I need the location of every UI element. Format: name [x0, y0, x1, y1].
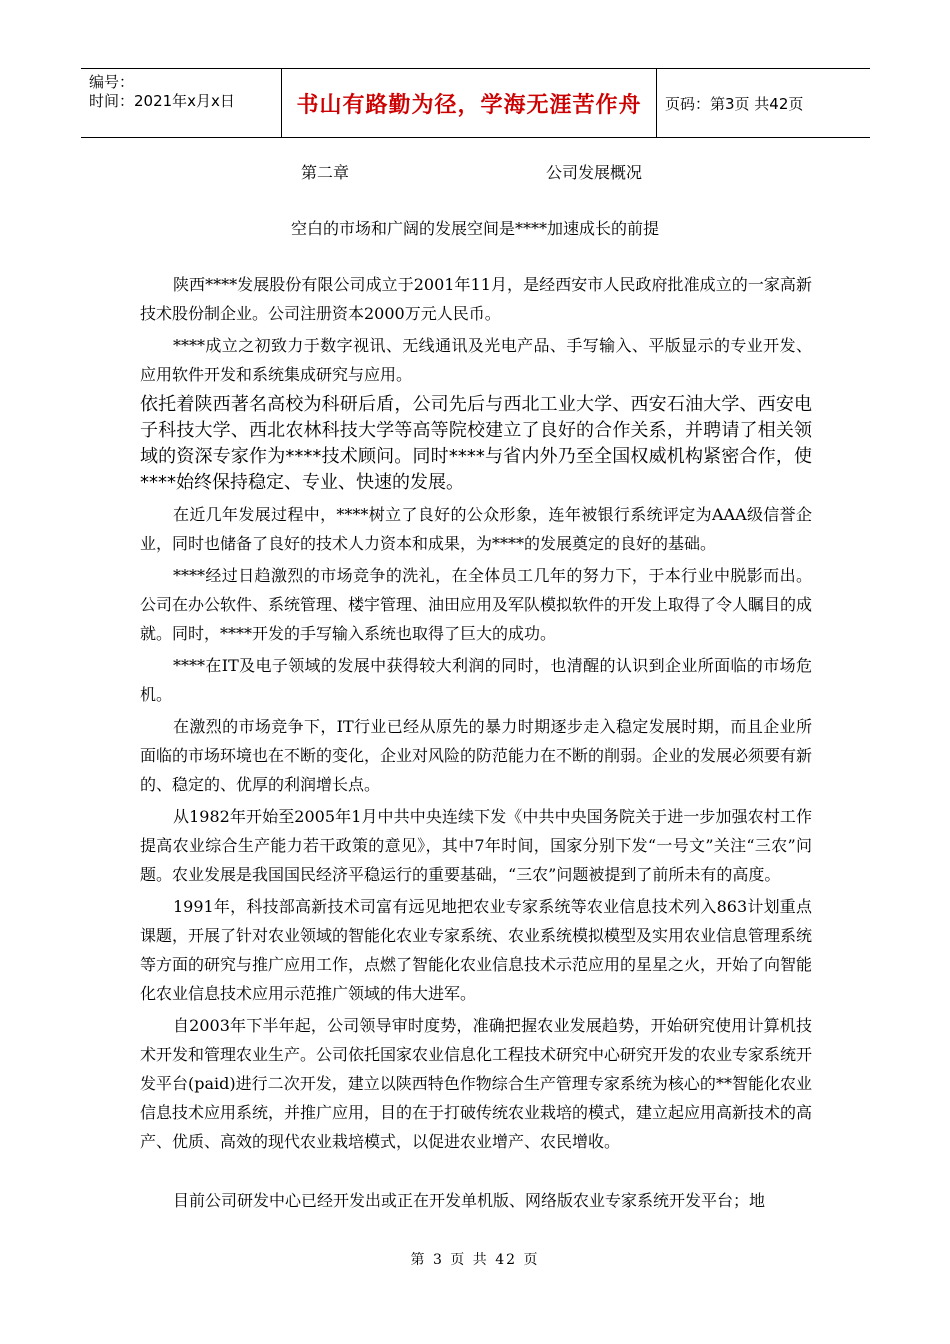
- header-motto: 书山有路勤为径，学海无涯苦作舟: [282, 69, 657, 137]
- page-footer: 第 3 页 共 42 页: [410, 1252, 540, 1268]
- paragraph: 陕西****发展股份有限公司成立于2001年11月，是经西安市人民政府批准成立的一家高新技术股份制企业。公司注册资本2000万元人民币。: [140, 275, 812, 323]
- paragraph: 1991年，科技部高新技术司富有远见地把农业专家系统等农业信息技术列入863计划重点课题，开展了针对农业领域的智能化农业专家系统、农业系统模拟模型及实用农业信息管理系统等方面的研究与推广应用工作，点燃了智能化农业信息技术示范应用的星星之火，开始了向智能化农业信息技术应用示范推广领域的伟大进军。: [140, 897, 813, 1003]
- chapter-title: 公司发展概况: [546, 163, 643, 182]
- section-subtitle: 空白的市场和广阔的发展空间是****加速成长的前提: [290, 219, 659, 238]
- paragraph: ****成立之初致力于数字视讯、无线通讯及光电产品、手写输入、平版显示的专业开发、应用软件开发和系统集成研究与应用。: [140, 336, 812, 384]
- page-header: [81, 68, 870, 138]
- header-page-info: 页码：第3页 共42页: [665, 94, 804, 113]
- number-label: 编号：: [89, 73, 135, 91]
- paragraph: 从1982年开始至2005年1月中共中央连续下发《中共中央国务院关于进一步加强农村工作提高农业综合生产能力若干政策的意见》，其中7年时间，国家分别下发“一号文”关注“三农”问题。农业发展是我国国民经济平稳运行的重要基础，“三农”问题被提到了前所未有的高度。: [140, 807, 812, 884]
- document-body: [140, 270, 812, 1218]
- paragraph: 在近几年发展过程中，****树立了良好的公众形象，连年被银行系统评定为AAA级信誉企业，同时也储备了良好的技术人力资本和成果，为****的发展奠定的良好的基础。: [140, 505, 812, 553]
- paragraph: ****在IT及电子领域的发展中获得较大利润的同时，也清醒的认识到企业所面临的市场危机。: [140, 656, 812, 704]
- paragraph: 依托着陕西著名高校为科研后盾，公司先后与西北工业大学、西安石油大学、西安电子科技大学、西北农林科技大学等高等院校建立了良好的合作关系，并聘请了相关领域的资深专家作为****技术顾问。同时****与省内外乃至全国权威机构紧密合作，使****始终保持稳定、专业、快速的发展。: [140, 394, 812, 493]
- paragraph: ****经过日趋激烈的市场竞争的洗礼，在全体员工几年的努力下，于本行业中脱影而出。公司在办公软件、系统管理、楼宇管理、油田应用及军队模拟软件的开发上取得了令人瞩目的成就。同时，****开发的手写输入系统也取得了巨大的成功。: [140, 566, 813, 643]
- paragraph: 目前公司研发中心已经开发出或正在开发单机版、网络版农业专家系统开发平台；地: [173, 1191, 766, 1210]
- date-label: 时间：2021年x月x日: [89, 92, 235, 110]
- chapter-number: 第二章: [301, 163, 350, 182]
- paragraph: 自2003年下半年起，公司领导审时度势，准确把握农业发展趋势，开始研究使用计算机技术开发和管理农业生产。公司依托国家农业信息化工程技术研究中心研究开发的农业专家系统开发平台(paid)进行二次开发，建立以陕西特色作物综合生产管理专家系统为核心的**智能化农业信息技术应用系统，并推广应用，目的在于打破传统农业栽培的模式，建立起应用高新技术的高产、优质、高效的现代农业栽培模式，以促进农业增产、农民增收。: [140, 1016, 813, 1151]
- header-left-cell: [81, 69, 282, 137]
- paragraph: 在激烈的市场竞争下，IT行业已经从原先的暴力时期逐步走入稳定发展时期，而且企业所面临的市场环境也在不断的变化，企业对风险的防范能力在不断的削弱。企业的发展必须要有新的、稳定的、优厚的利润增长点。: [140, 717, 813, 794]
